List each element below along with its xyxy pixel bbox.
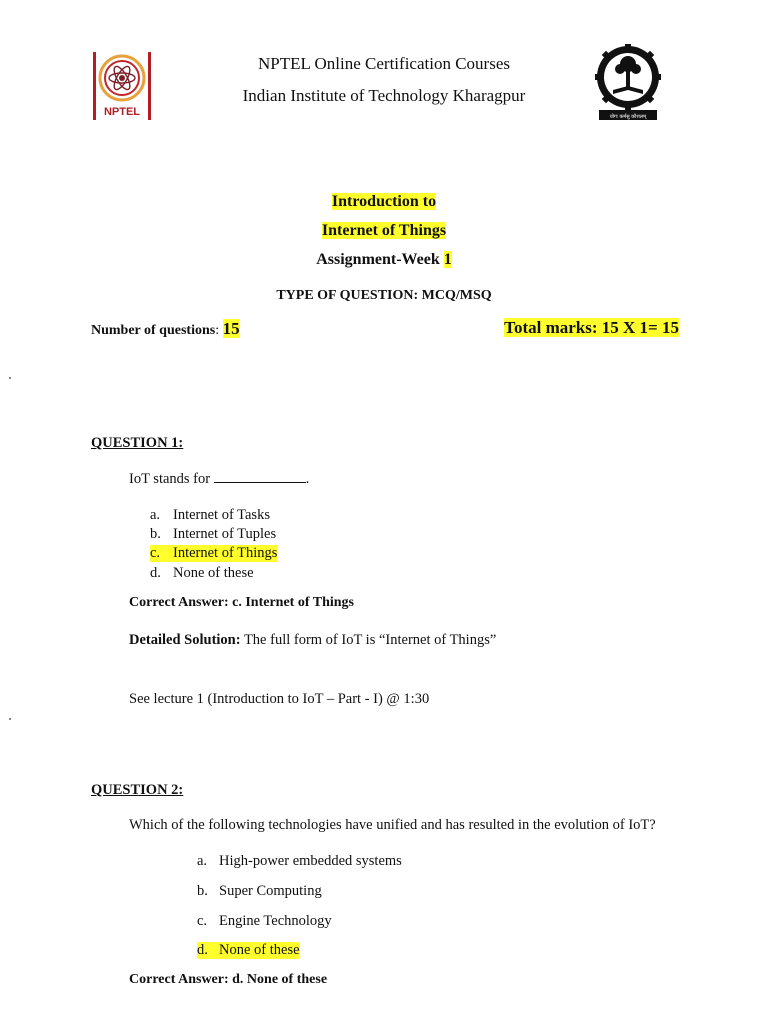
question-1-correct-answer: Correct Answer: c. Internet of Things bbox=[129, 595, 355, 610]
question-1-option-b: b. Internet of Tuples bbox=[150, 526, 277, 542]
svg-text:योगः कर्मसु कौशलम्: योगः कर्मसु कौशलम् bbox=[609, 114, 647, 120]
title-line-3: Assignment-Week 1 bbox=[316, 251, 452, 268]
question-2-option-b: b. Super Computing bbox=[197, 883, 322, 899]
question-1-heading: QUESTION 1: bbox=[91, 435, 184, 451]
svg-text:NPTEL: NPTEL bbox=[103, 106, 141, 118]
question-2-option-d: d. None of these bbox=[197, 942, 300, 958]
question-2-option-a: a. High-power embedded systems bbox=[197, 853, 402, 869]
question-1-option-a: a. Internet of Tasks bbox=[150, 507, 270, 523]
question-1-option-d: d. None of these bbox=[150, 565, 254, 581]
title-line-2: Internet of Things bbox=[321, 222, 447, 239]
question-1-option-c: c. Internet of Things bbox=[150, 545, 278, 561]
question-2-option-c: c. Engine Technology bbox=[197, 913, 332, 929]
number-of-questions: Number of questions: 15 bbox=[91, 319, 240, 338]
title-line-1: Introduction to bbox=[331, 193, 437, 210]
question-2-correct-answer: Correct Answer: d. None of these bbox=[129, 972, 328, 987]
question-1-stem: IoT stands for . bbox=[129, 471, 310, 487]
type-of-question: TYPE OF QUESTION: MCQ/MSQ bbox=[276, 288, 492, 303]
header-line-1: NPTEL Online Certification Courses bbox=[258, 54, 510, 73]
header-line-2: Indian Institute of Technology Kharagpur bbox=[242, 86, 526, 105]
question-1-detailed-solution: Detailed Solution: The full form of IoT is “Internet of Things” bbox=[129, 632, 497, 648]
margin-dot bbox=[9, 718, 11, 720]
margin-dot bbox=[9, 377, 11, 379]
question-2-heading: QUESTION 2: bbox=[91, 782, 184, 798]
question-1-reference: See lecture 1 (Introduction to IoT – Part - I) @ 1:30 bbox=[129, 691, 430, 707]
total-marks: Total marks: 15 X 1= 15 bbox=[504, 318, 679, 337]
question-2-stem: Which of the following technologies have unified and has resulted in the evolution of IoT? bbox=[129, 817, 656, 833]
